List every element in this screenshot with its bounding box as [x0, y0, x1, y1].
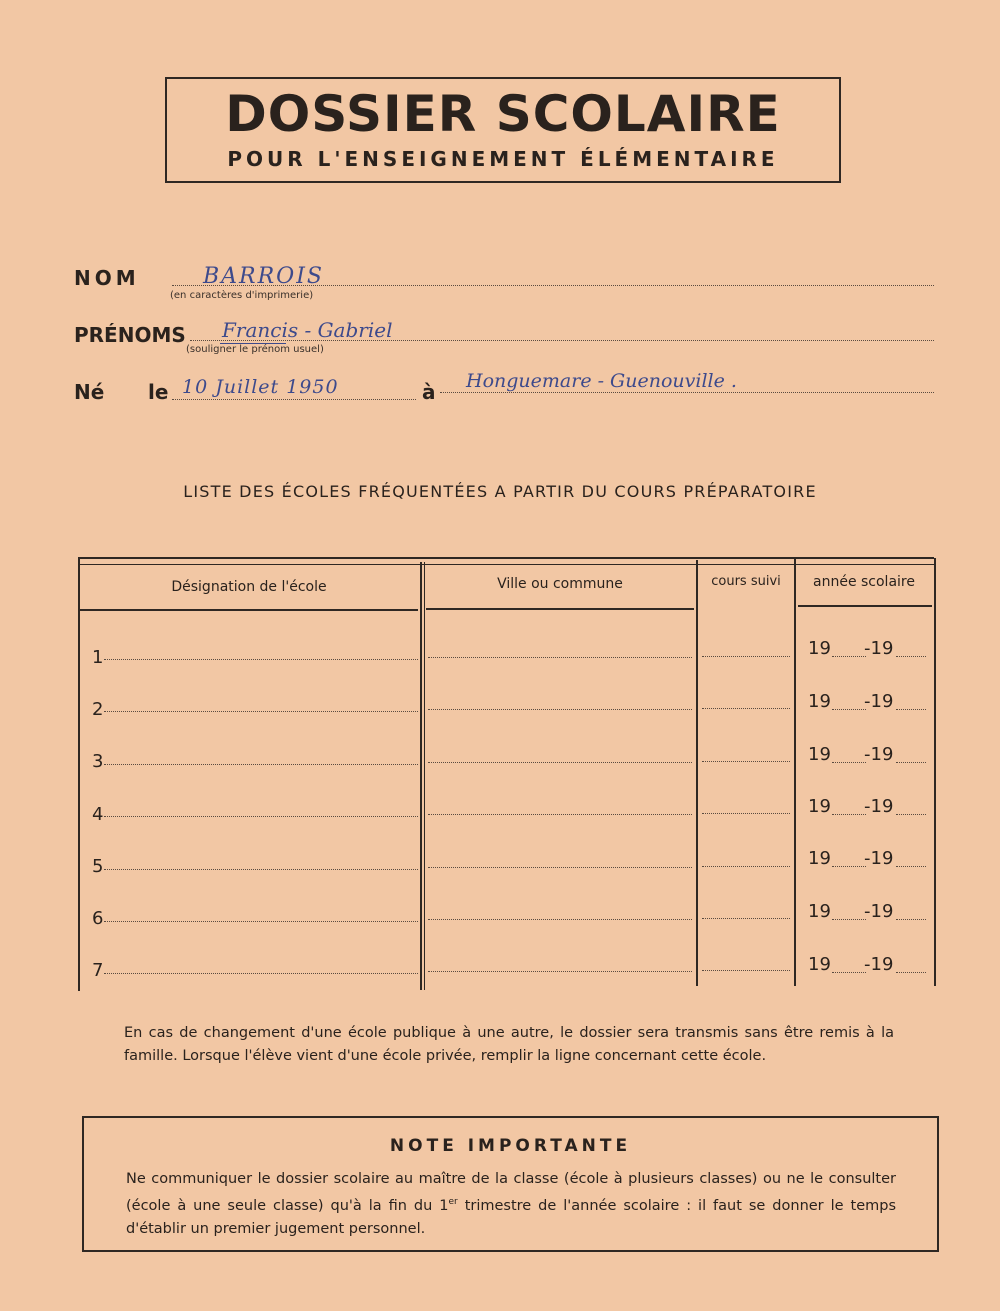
col-header-school: Désignation de l'école	[171, 579, 327, 595]
course-line[interactable]	[702, 918, 790, 919]
course-line[interactable]	[702, 813, 790, 814]
nom-label: NOM	[74, 266, 140, 290]
col-divider-1b	[424, 562, 425, 990]
year-to: -19	[864, 691, 894, 712]
note-body	[126, 1168, 896, 1241]
header-underline-1	[80, 609, 418, 611]
document-title: DOSSIER SCOLAIRE	[225, 85, 781, 143]
city-line[interactable]	[428, 867, 692, 868]
course-line[interactable]	[702, 970, 790, 971]
year-to-line[interactable]	[896, 814, 926, 815]
year-to-line[interactable]	[896, 762, 926, 763]
col-divider-2	[696, 560, 698, 986]
year-from-line[interactable]	[832, 656, 866, 657]
year-from-line[interactable]	[832, 972, 866, 973]
note-title: NOTE IMPORTANTE	[389, 1136, 632, 1156]
birth-place: Honguemare - Guenouville .	[466, 370, 737, 392]
year-from-line[interactable]	[832, 709, 866, 710]
note-body-text-end: trimestre de l'année scolaire : il faut se donner le temps d'établir un premier jugement personnel.	[126, 1197, 896, 1237]
title-box	[165, 77, 841, 183]
city-line[interactable]	[428, 709, 692, 710]
nom-value: BARROIS	[203, 264, 324, 289]
a-label: à	[422, 380, 436, 404]
note-box	[82, 1116, 939, 1252]
city-line[interactable]	[428, 657, 692, 658]
col-header-year: année scolaire	[813, 574, 915, 590]
transfer-notice: En cas de changement d'une école publique à une autre, le dossier sera transmis sans être remis à la famille. Lorsque l'élève vient d'une école privée, remplir la ligne concernant cette école.	[124, 1025, 894, 1064]
header-underline-4	[798, 605, 932, 607]
year-to: -19	[864, 848, 894, 869]
city-line[interactable]	[428, 814, 692, 815]
year-to: -19	[864, 744, 894, 765]
year-from-line[interactable]	[832, 814, 866, 815]
course-line[interactable]	[702, 656, 790, 657]
birth-place-line	[440, 391, 934, 393]
year-from-line[interactable]	[832, 866, 866, 867]
nom-hint: (en caractères d'imprimerie)	[170, 290, 314, 301]
year-to-line[interactable]	[896, 919, 926, 920]
col-header-course: cours suivi	[711, 574, 781, 589]
document-subtitle: POUR L'ENSEIGNEMENT ÉLÉMENTAIRE	[227, 147, 779, 171]
year-to: -19	[864, 638, 894, 659]
row-number: 2	[92, 699, 104, 720]
note-body-sup: er	[448, 1197, 458, 1207]
nom-line	[172, 284, 934, 286]
year-from: 19	[808, 638, 831, 659]
row-number: 7	[92, 960, 104, 981]
year-to: -19	[864, 796, 894, 817]
row-number: 6	[92, 908, 104, 929]
col-divider-1	[420, 562, 422, 990]
course-line[interactable]	[702, 761, 790, 762]
city-line[interactable]	[428, 919, 692, 920]
year-from: 19	[808, 796, 831, 817]
note-body-text: Ne communiquer le dossier scolaire au maître de la classe (école à plusieurs classes) ou ne le consulter (école à une seule classe) qu'à la fin du 1	[126, 1171, 896, 1214]
birth-date-line	[172, 398, 416, 400]
year-to: -19	[864, 954, 894, 975]
table-top-border-inner	[78, 564, 934, 565]
birth-date: 10 Juillet 1950	[182, 376, 339, 398]
table-right-border	[934, 558, 936, 986]
table-left-border	[78, 557, 80, 991]
prenoms-label: PRÉNOMS	[74, 323, 186, 347]
year-from: 19	[808, 691, 831, 712]
city-line[interactable]	[428, 971, 692, 972]
le-label: le	[148, 380, 169, 404]
year-from: 19	[808, 901, 831, 922]
row-number: 5	[92, 856, 104, 877]
school-line[interactable]	[104, 659, 418, 660]
year-from: 19	[808, 848, 831, 869]
year-to-line[interactable]	[896, 866, 926, 867]
header-underline-2	[426, 608, 694, 610]
year-from: 19	[808, 954, 831, 975]
row-number: 1	[92, 647, 104, 668]
col-divider-3	[794, 558, 796, 986]
year-to: -19	[864, 901, 894, 922]
row-number: 4	[92, 804, 104, 825]
year-from-line[interactable]	[832, 919, 866, 920]
school-line[interactable]	[104, 973, 418, 974]
year-to-line[interactable]	[896, 656, 926, 657]
ne-label: Né	[74, 380, 105, 404]
row-number: 3	[92, 751, 104, 772]
schools-heading: LISTE DES ÉCOLES FRÉQUENTÉES A PARTIR DU COURS PRÉPARATOIRE	[183, 482, 817, 501]
year-from: 19	[808, 744, 831, 765]
school-line[interactable]	[104, 816, 418, 817]
course-line[interactable]	[702, 866, 790, 867]
city-line[interactable]	[428, 762, 692, 763]
school-line[interactable]	[104, 921, 418, 922]
year-to-line[interactable]	[896, 709, 926, 710]
school-line[interactable]	[104, 711, 418, 712]
prenoms-line	[190, 339, 934, 341]
prenoms-value: Francis - Gabriel	[222, 318, 393, 342]
prenoms-hint: (souligner le prénom usuel)	[186, 344, 324, 355]
table-top-border	[78, 557, 934, 559]
year-from-line[interactable]	[832, 762, 866, 763]
year-to-line[interactable]	[896, 972, 926, 973]
col-header-city: Ville ou commune	[497, 576, 623, 592]
school-line[interactable]	[104, 869, 418, 870]
school-line[interactable]	[104, 764, 418, 765]
course-line[interactable]	[702, 708, 790, 709]
